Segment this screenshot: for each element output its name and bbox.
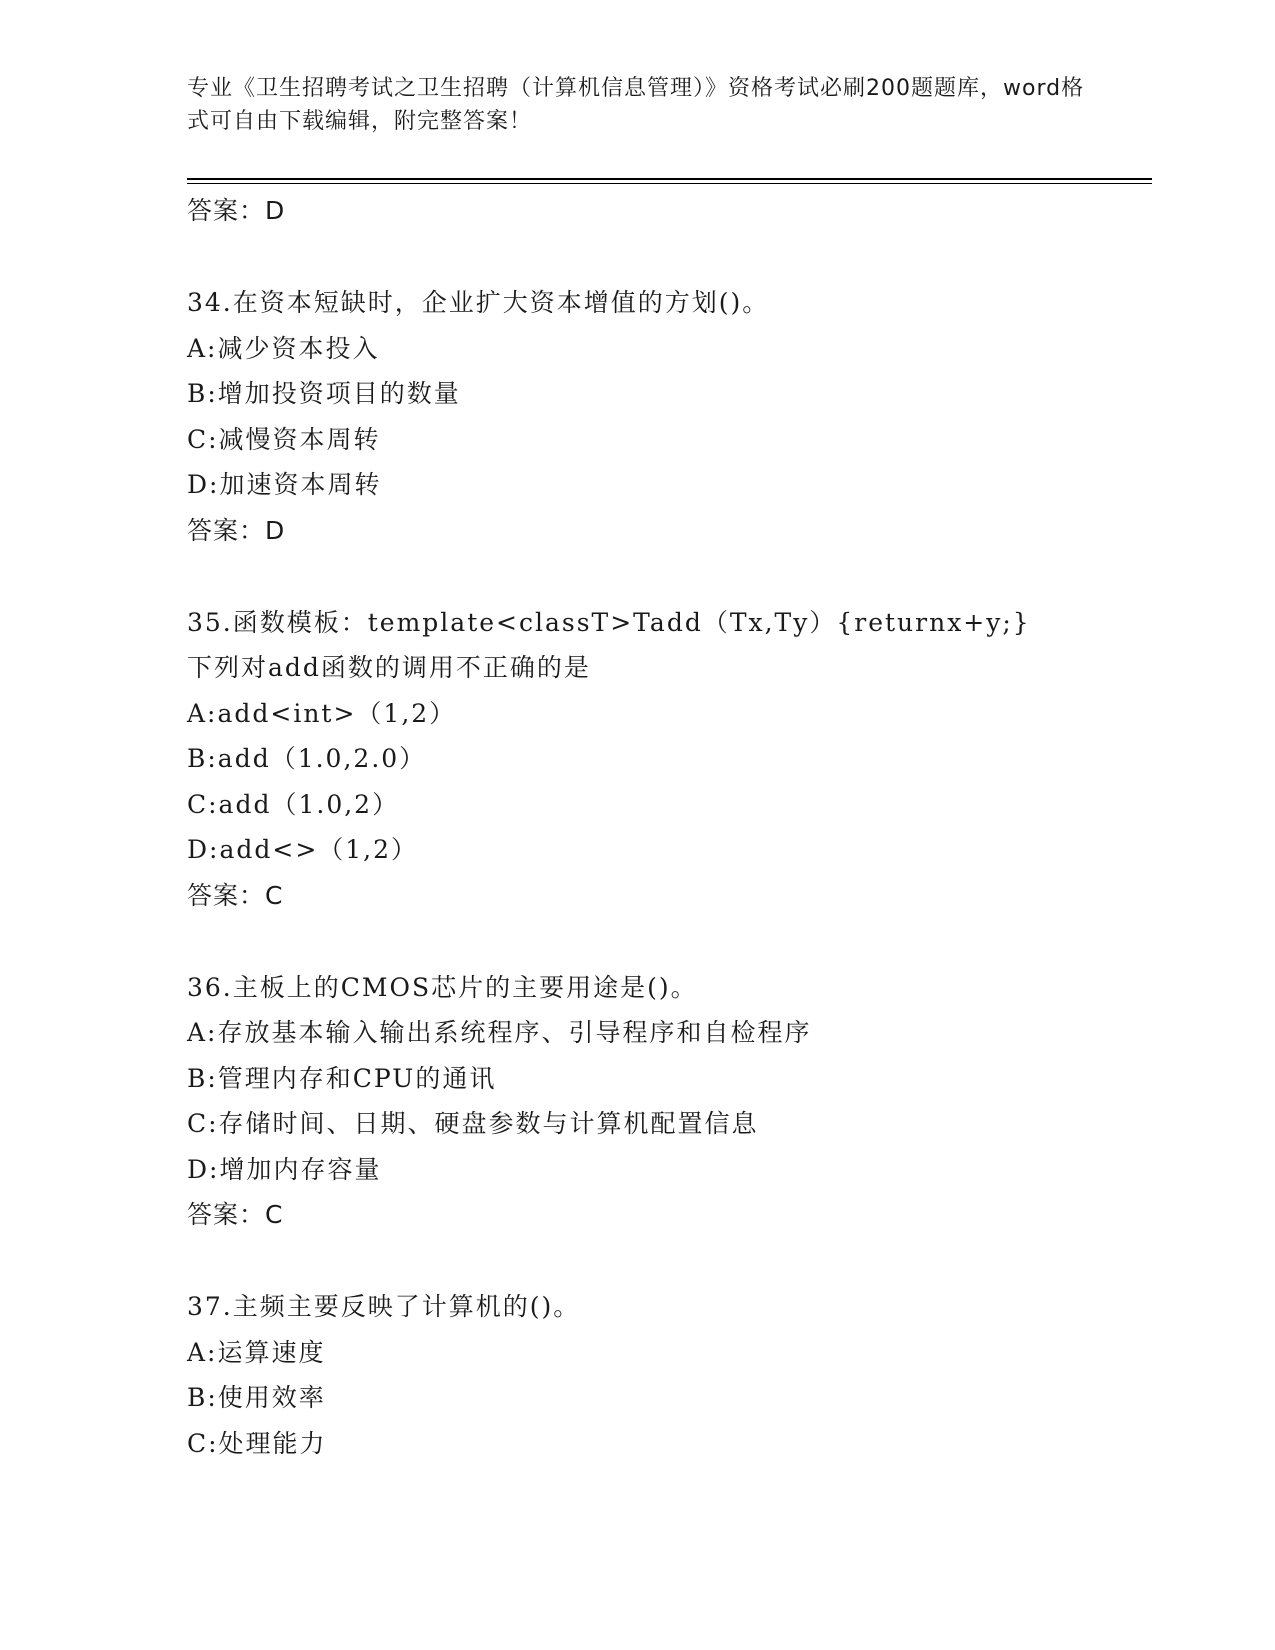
option-c: C:减慢资本周转 xyxy=(187,424,381,454)
option-a: A:运算速度 xyxy=(187,1337,326,1367)
option-c: C:存储时间、日期、硬盘参数与计算机配置信息 xyxy=(187,1109,759,1138)
question-36 xyxy=(187,965,1107,1239)
option-c: C:add（1.0,2） xyxy=(187,789,400,819)
option-b: B:增加投资项目的数量 xyxy=(187,379,461,408)
question-title: 36.主板上的CMOS芯片的主要用途是()。 xyxy=(187,972,698,1002)
option-c: C:处理能力 xyxy=(187,1428,327,1458)
question-35 xyxy=(187,600,1107,919)
previous-question-answer: 答案：D xyxy=(187,196,286,225)
question-title: 35.函数模板：template<classT>Tadd（Tx,Ty）{returnx+y;}下列对add函数的调用不正确的是 xyxy=(187,607,1031,682)
question-34 xyxy=(187,280,1107,554)
document-header: 专业《卫生招聘考试之卫生招聘（计算机信息管理）》资格考试必刷200题题库，word格式可自由下载编辑，附完整答案！ xyxy=(187,76,1085,134)
option-d: D:增加内存容量 xyxy=(187,1154,382,1184)
option-a: A:减少资本投入 xyxy=(187,333,380,363)
question-37 xyxy=(187,1284,1107,1466)
option-d: D:加速资本周转 xyxy=(187,470,382,499)
question-title: 37.主频主要反映了计算机的()。 xyxy=(187,1292,581,1321)
option-d: D:add<>（1,2） xyxy=(187,835,419,864)
option-b: B:管理内存和CPU的通讯 xyxy=(187,1063,497,1093)
question-title: 34.在资本短缺时，企业扩大资本增值的方划()。 xyxy=(187,288,770,317)
header-divider-thick xyxy=(187,178,1152,180)
question-answer: 答案：D xyxy=(187,515,286,545)
document-content xyxy=(187,188,1107,1466)
header-divider-thin xyxy=(187,183,1152,184)
question-answer: 答案：C xyxy=(187,1200,284,1229)
option-b: B:使用效率 xyxy=(187,1383,326,1412)
option-a: A:add<int>（1,2） xyxy=(187,698,457,728)
option-b: B:add（1.0,2.0） xyxy=(187,744,427,773)
question-answer: 答案：C xyxy=(187,880,284,910)
option-a: A:存放基本输入输出系统程序、引导程序和自检程序 xyxy=(187,1018,812,1047)
